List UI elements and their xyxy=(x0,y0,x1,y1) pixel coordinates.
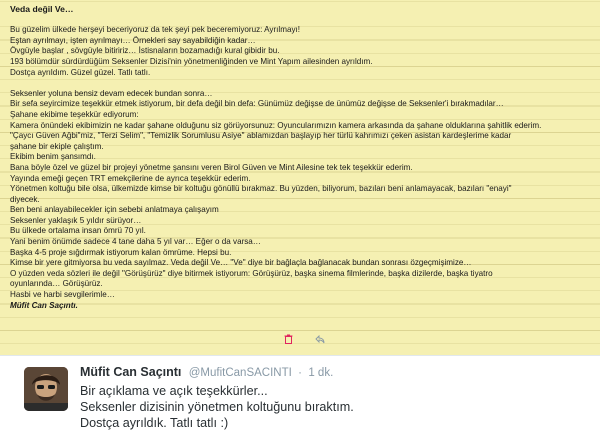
note-line: Yani benim önümde sadece 4 tane daha 5 yıl var… Eğer o da varsa… xyxy=(10,237,261,247)
note-line: Eştan ayrılmayı, işten ayrılmayı… Örnekleri say sayabildiğin kadar… xyxy=(10,35,256,45)
tweet-text xyxy=(80,384,354,431)
note-line: diyecek. xyxy=(10,194,40,204)
avatar[interactable] xyxy=(24,367,68,411)
tweet-text-line: Seksenler dizisinin yönetmen koltuğunu bıraktım. xyxy=(80,399,354,414)
tweet-header xyxy=(80,365,333,379)
note-line: Hasbi ve harbi sevgilerimle… xyxy=(10,290,115,300)
note-line: Bir sefa seyircimize teşekkür etmek istiyorum, bir defa değil bin defa: Günümüz değişse de ünümüz değişse de Seksenler'i bırakmadılar… xyxy=(10,99,504,109)
note-spacer xyxy=(10,15,592,26)
note-line: 193 bölümdür sürdürdüğüm Seksenler Dizisi'nin yönetmenliğinden ve Mint Yapım ailesinden ayrıldım. xyxy=(10,56,373,66)
reply-icon[interactable] xyxy=(315,335,325,344)
note-line: Dostça ayrıldım. Güzel güzel. Tatlı tatlı. xyxy=(10,67,151,77)
note-line: "Çaycı Güven Ağbi"miz, "Terzi Selim", "Temizlik Sorumlusu Asiye" ablamızdan başlayıp her türlü kahrımızı çeken asistan kardeşlerime kadar xyxy=(10,131,512,141)
note-line: Seksenler yaklaşık 5 yıldır sürüyor… xyxy=(10,215,142,225)
note-line: Yönetmen koltuğu bile olsa, ülkemizde kimse bir koltuğu gönüllü bırakmaz. Bu yüzden, biliyorum, bazıları beni anlamayacak, bazıları "enayi" xyxy=(10,184,512,194)
trash-icon[interactable] xyxy=(284,334,293,344)
note-line: Bu ülkede ortalama insan ömrü 70 yıl. xyxy=(10,226,146,236)
tweet-card xyxy=(0,356,600,435)
note-line: Bana böyle özel ve güzel bir projeyi yönetme şansını veren Birol Güven ve Mint Ailesine tek tek teşekkür ederim. xyxy=(10,162,413,172)
note-line: Bu güzelim ülkede herşeyi beceriyoruz da tek şeyi pek beceremiyoruz: Ayrılmayı! xyxy=(10,25,301,35)
note-line: Ben beni anlayabilecekler için sebebi anlatmaya çalışayım xyxy=(10,205,219,215)
note-line: Başka 4-5 proje sığdırmak istiyorum kalan ömrüme. Hepsi bu. xyxy=(10,247,232,257)
note-line: O yüzden veda sözleri ile değil "Görüşürüz" diye bitirmek istiyorum: Görüşürüz, başka sinema filmlerinde, başka dizilerde, başka tiyatro xyxy=(10,268,493,278)
note-line: Şahane ekibime teşekkür ediyorum: xyxy=(10,109,139,119)
separator-dot: · xyxy=(298,367,302,379)
author-name[interactable]: Müfit Can Saçıntı xyxy=(80,365,182,379)
note-line: Yayında emeği geçen TRT emekçilerine de ayrıca teşekkür ederim. xyxy=(10,173,251,183)
note-line: Kamera önündeki ekibimizin ne kadar şahane olduğunu siz görüyorsunuz: Oyuncularımızın kamera arkasında da şahane olduklarına şahitlik ederim. xyxy=(10,120,542,130)
tweet-text-line: Dostça ayrıldık. Tatlı tatlı :) xyxy=(80,415,229,430)
note-spacer xyxy=(10,78,592,89)
note-signature: Müfit Can Saçıntı. xyxy=(10,300,78,310)
note-body xyxy=(10,4,592,311)
note-actions xyxy=(284,334,325,344)
note-line: Seksenler yoluna bensiz devam edecek bundan sonra… xyxy=(10,88,213,98)
tweet-text-line: Bir açıklama ve açık teşekkürler... xyxy=(80,384,268,398)
note-line: oyunlarında… Görüşürüz. xyxy=(10,279,103,289)
note-line: Övgüyle başlar , sövgüyle bitiririz… İstisnaların bozamadığı kural gibidir bu. xyxy=(10,46,280,56)
note-line: şahane bir ekiple çalıştım. xyxy=(10,141,104,151)
note-line: Kimse bir yere gitmiyorsa bu veda sayılmaz. Veda değil Ve… "Ve" diye bir bağlaçla bağlanacak bundan sonrası özgeçmişimize… xyxy=(10,258,472,268)
author-handle[interactable]: @MufitCanSACINTI xyxy=(188,367,292,379)
note-title: Veda değil Ve… xyxy=(10,4,74,14)
tweet-timestamp[interactable]: 1 dk. xyxy=(308,367,334,379)
note-line: Ekibim benim şansımdı. xyxy=(10,152,96,162)
